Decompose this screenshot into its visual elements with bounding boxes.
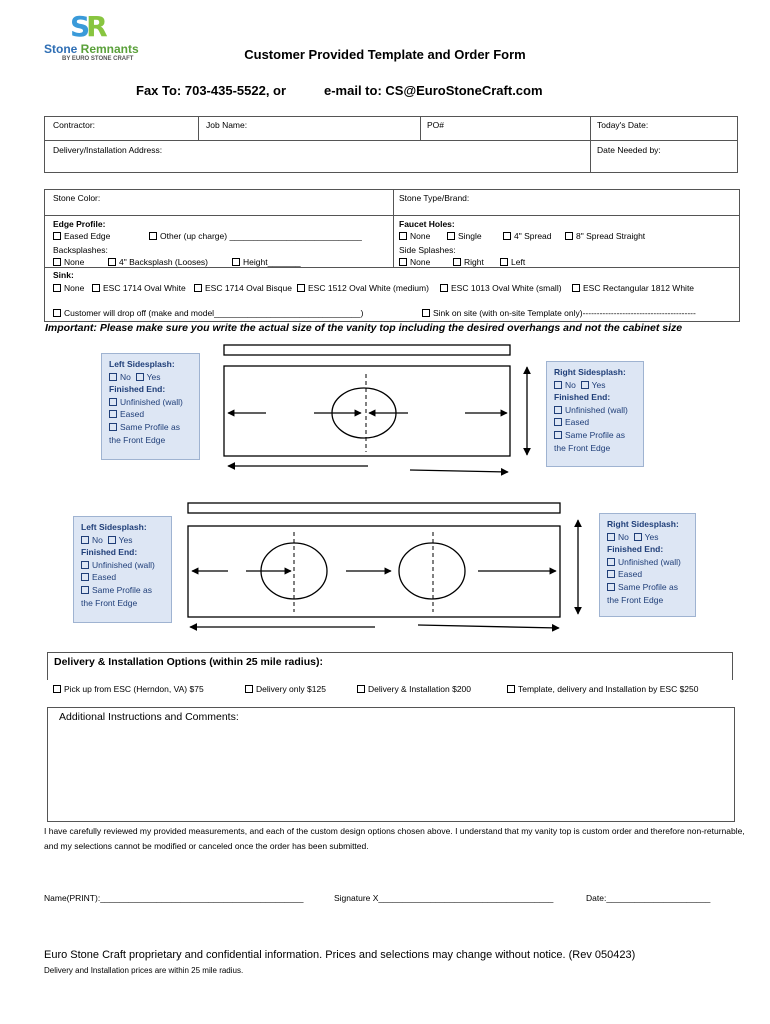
unfinished-checkbox[interactable]: Unfinished (wall) bbox=[607, 556, 688, 569]
sink-label: Sink: bbox=[53, 270, 74, 280]
faucet-8in-spread-checkbox[interactable]: 8" Spread Straight bbox=[565, 231, 645, 241]
stone-type-field[interactable]: Stone Type/Brand: bbox=[399, 193, 470, 203]
right-sidesplash-title: Right Sidesplash: bbox=[607, 519, 679, 529]
backsplash-height-checkbox[interactable]: Height_______ bbox=[232, 257, 301, 267]
left-splash-no-checkbox[interactable]: No bbox=[109, 372, 131, 382]
other-edge-checkbox[interactable]: Other (up charge) ____________________________ bbox=[149, 231, 362, 241]
faucet-none-checkbox[interactable]: None bbox=[399, 231, 430, 241]
logo-name: Stone Remnants bbox=[44, 42, 139, 56]
unfinished-checkbox[interactable]: Unfinished (wall) bbox=[109, 396, 192, 409]
logo-byline: BY EURO STONE CRAFT bbox=[62, 56, 134, 62]
sink-1812-checkbox[interactable]: ESC Rectangular 1812 White bbox=[572, 283, 694, 293]
stone-color-field[interactable]: Stone Color: bbox=[53, 193, 101, 203]
important-note: Important: Please make sure you write the actual size of the vanity top including the desired overhangs and not the cabinet size bbox=[45, 322, 683, 334]
vanity-top-single bbox=[224, 366, 510, 456]
todays-date-field[interactable]: Today's Date: bbox=[597, 120, 649, 130]
same-profile-checkbox[interactable]: Same Profile as bbox=[607, 581, 688, 594]
sink-1013-checkbox[interactable]: ESC 1013 Oval White (small) bbox=[440, 283, 562, 293]
backsplash-none-checkbox[interactable]: None bbox=[53, 257, 84, 267]
sink-none-checkbox[interactable]: None bbox=[53, 283, 84, 293]
faucet-holes-label: Faucet Holes: bbox=[399, 219, 455, 229]
left-sidesplash-title: Left Sidesplash: bbox=[109, 359, 175, 369]
fax-number: Fax To: 703-435-5522, or bbox=[136, 83, 287, 98]
right-splash-no-checkbox[interactable]: No bbox=[607, 532, 629, 542]
backsplash-strip bbox=[188, 503, 560, 513]
comments-box[interactable] bbox=[47, 707, 735, 822]
right-sidesplash-panel-2 bbox=[599, 513, 696, 617]
eased-checkbox[interactable]: Eased bbox=[607, 568, 688, 581]
same-profile-text: the Front Edge bbox=[109, 434, 166, 445]
backsplash-4in-checkbox[interactable]: 4" Backsplash (Looses) bbox=[108, 257, 208, 267]
unfinished-checkbox[interactable]: Unfinished (wall) bbox=[554, 404, 636, 417]
right-sidesplash-panel-1 bbox=[546, 361, 644, 467]
comments-label: Additional Instructions and Comments: bbox=[59, 711, 239, 723]
form-title: Customer Provided Template and Order Form bbox=[244, 47, 526, 62]
left-splash-yes-checkbox[interactable]: Yes bbox=[108, 535, 133, 545]
unfinished-checkbox[interactable]: Unfinished (wall) bbox=[81, 559, 164, 572]
side-splash-left-checkbox[interactable]: Left bbox=[500, 257, 525, 267]
backsplash-strip bbox=[224, 345, 510, 355]
left-sidesplash-panel-2 bbox=[73, 516, 172, 623]
right-splash-yes-checkbox[interactable]: Yes bbox=[634, 532, 659, 542]
sink-1714-white-checkbox[interactable]: ESC 1714 Oval White bbox=[92, 283, 186, 293]
delivery-address-field[interactable]: Delivery/Installation Address: bbox=[53, 145, 163, 155]
sink-on-site-checkbox[interactable]: Sink on site (with on-site Template only)---------------------------------------- bbox=[422, 308, 696, 318]
date-needed-field[interactable]: Date Needed by: bbox=[597, 145, 661, 155]
sink-1512-checkbox[interactable]: ESC 1512 Oval White (medium) bbox=[297, 283, 429, 293]
left-splash-no-checkbox[interactable]: No bbox=[81, 535, 103, 545]
same-profile-checkbox[interactable]: Same Profile as bbox=[109, 421, 192, 434]
right-sidesplash-title: Right Sidesplash: bbox=[554, 367, 626, 377]
sink-oval bbox=[399, 543, 465, 599]
edge-profile-label: Edge Profile: bbox=[53, 219, 106, 229]
same-profile-text: the Front Edge bbox=[554, 442, 611, 453]
faucet-single-checkbox[interactable]: Single bbox=[447, 231, 482, 241]
po-field[interactable]: PO# bbox=[427, 120, 445, 130]
right-splash-no-checkbox[interactable]: No bbox=[554, 380, 576, 390]
name-print-field[interactable]: Name(PRINT):___________________________________________ bbox=[44, 893, 304, 903]
left-splash-yes-checkbox[interactable]: Yes bbox=[136, 372, 161, 382]
eased-edge-checkbox[interactable]: Eased Edge bbox=[53, 231, 110, 241]
finished-end-label: Finished End: bbox=[81, 547, 138, 558]
email-address[interactable]: e-mail to: CS@EuroStoneCraft.com bbox=[324, 83, 543, 98]
backsplashes-label: Backsplashes: bbox=[53, 245, 108, 255]
finished-end-label: Finished End: bbox=[109, 384, 166, 395]
footer-disclaimer: Euro Stone Craft proprietary and confidential information. Prices and selections may change without notice. (Rev 050423) bbox=[44, 949, 636, 961]
agreement-text: I have carefully reviewed my provided measurements, and each of the custom design options chosen above. I understand that my vanity top is custom order and therefore non-returnable, and my selections cannot be modified or canceled once the order has been submitted. bbox=[44, 826, 745, 851]
contractor-field[interactable]: Contractor: bbox=[53, 120, 96, 130]
date-field[interactable]: Date:______________________ bbox=[586, 893, 711, 903]
side-splashes-label: Side Splashes: bbox=[399, 245, 456, 255]
eased-checkbox[interactable]: Eased bbox=[109, 408, 192, 421]
logo-mark: SR bbox=[70, 10, 104, 43]
eased-checkbox[interactable]: Eased bbox=[81, 571, 164, 584]
left-sidesplash-panel-1 bbox=[101, 353, 200, 460]
side-splash-right-checkbox[interactable]: Right bbox=[453, 257, 484, 267]
template-delivery-install-checkbox[interactable]: Template, delivery and Installation by ESC $250 bbox=[507, 684, 699, 694]
finished-end-label: Finished End: bbox=[554, 392, 611, 403]
right-splash-yes-checkbox[interactable]: Yes bbox=[581, 380, 606, 390]
job-name-field[interactable]: Job Name: bbox=[206, 120, 248, 130]
same-profile-text: the Front Edge bbox=[81, 597, 138, 608]
delivery-install-checkbox[interactable]: Delivery & Installation $200 bbox=[357, 684, 471, 694]
finished-end-label: Finished End: bbox=[607, 544, 664, 555]
side-splash-none-checkbox[interactable]: None bbox=[399, 257, 430, 267]
same-profile-checkbox[interactable]: Same Profile as bbox=[81, 584, 164, 597]
left-sidesplash-title: Left Sidesplash: bbox=[81, 522, 147, 532]
signature-field[interactable]: Signature X_____________________________________ bbox=[334, 893, 554, 903]
customer-drop-off-checkbox[interactable]: Customer will drop off (make and model_______________________________) bbox=[53, 308, 363, 318]
same-profile-checkbox[interactable]: Same Profile as bbox=[554, 429, 636, 442]
eased-checkbox[interactable]: Eased bbox=[554, 416, 636, 429]
delivery-only-checkbox[interactable]: Delivery only $125 bbox=[245, 684, 326, 694]
sink-1714-bisque-checkbox[interactable]: ESC 1714 Oval Bisque bbox=[194, 283, 292, 293]
same-profile-text: the Front Edge bbox=[607, 594, 664, 605]
delivery-title: Delivery & Installation Options (within 25 mile radius): bbox=[54, 656, 323, 668]
faucet-4in-spread-checkbox[interactable]: 4" Spread bbox=[503, 231, 552, 241]
footer-note: Delivery and Installation prices are within 25 mile radius. bbox=[44, 966, 244, 975]
pickup-checkbox[interactable]: Pick up from ESC (Herndon, VA) $75 bbox=[53, 684, 204, 694]
